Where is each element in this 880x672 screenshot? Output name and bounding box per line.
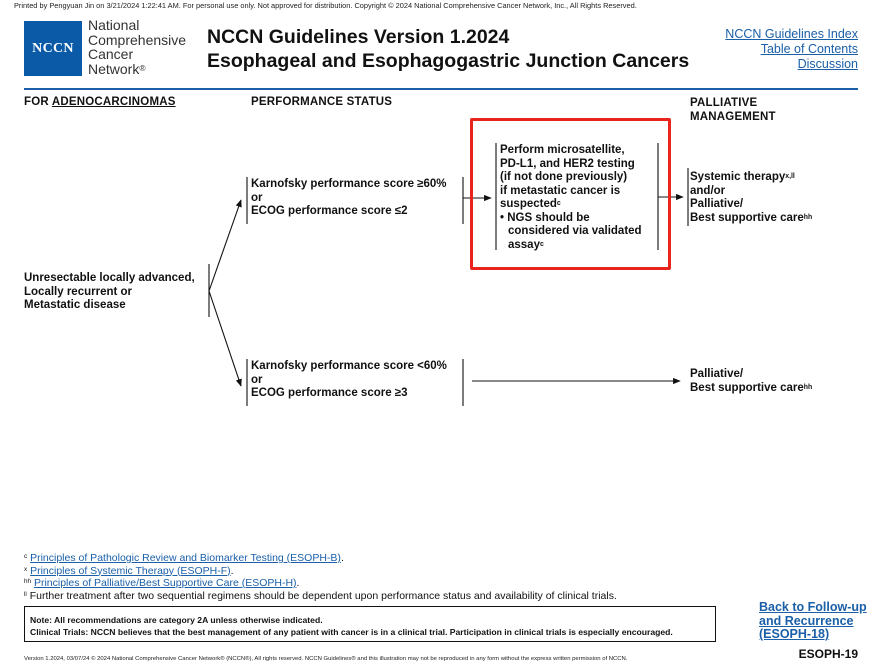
logo-line-2: Comprehensive: [88, 31, 187, 48]
version-copyright: Version 1.2024, 03/07/24 © 2024 National Comprehensive Cancer Network® (NCCN®), All rights reserved. NCCN Guidelines® and this illustration may not be reproduced in any form without the express written permission of NCCN.: [24, 656, 628, 662]
mgmt-high-node: [690, 171, 812, 225]
note-box: [24, 606, 716, 642]
testing-node: [500, 144, 642, 252]
logo-reg-mark: ®: [139, 62, 146, 73]
back-to-followup: [759, 601, 867, 642]
footnote-mark: ll: [24, 590, 27, 598]
back-link-line[interactable]: Back to Follow-up: [759, 600, 867, 614]
guideline-version: NCCN Guidelines Version 1.2024: [207, 26, 510, 48]
table-of-contents-link[interactable]: Table of Contents: [760, 42, 858, 56]
disease-line: Metastatic disease: [24, 299, 126, 311]
bullet-icon: •: [500, 211, 505, 224]
footnote-tail: .: [230, 564, 234, 577]
ps-high-node: [251, 178, 447, 219]
nccn-logo: NCCN: [24, 21, 82, 76]
ps-low-line: or: [251, 373, 263, 386]
back-link-line[interactable]: (ESOPH-18): [759, 627, 830, 641]
note-category: Note: All recommendations are category 2A unless otherwise indicated.: [30, 615, 323, 625]
logo-line-4: Network: [88, 60, 140, 77]
ps-low-line: Karnofsky performance score <60%: [251, 360, 447, 372]
column-header-performance-status: PERFORMANCE STATUS: [251, 96, 393, 108]
disease-node: [24, 272, 195, 313]
arrow-to-ps-low: [209, 291, 241, 386]
footnote-item: [24, 565, 617, 578]
footnotes: [24, 552, 617, 602]
testing-line: NGS should be: [507, 211, 590, 224]
ps-low-line: ECOG performance score ≥3: [251, 387, 408, 399]
mgmt-line: Palliative/: [690, 198, 744, 210]
logo-line-1: National: [88, 17, 140, 33]
ps-high-line: ECOG performance score ≤2: [251, 205, 408, 217]
footnote-ref-x-ll: x,ll: [785, 173, 795, 181]
guidelines-index-link[interactable]: NCCN Guidelines Index: [725, 27, 858, 41]
footnote-ref-hh: hh: [803, 213, 813, 221]
back-link-line[interactable]: and Recurrence: [759, 613, 854, 628]
footnote-mark: c: [24, 553, 28, 561]
ps-low-node: [251, 360, 447, 401]
disease-line: Locally recurrent or: [24, 285, 133, 298]
logo-line-3: Cancer: [88, 46, 134, 62]
column-header-prefix: FOR: [24, 96, 52, 108]
guideline-topic: Esophageal and Esophagogastric Junction Cancers: [207, 50, 690, 72]
note-clinical-trials: Clinical Trials: NCCN believes that the best management of any patient with cancer is in a clinical trial. Participation in clinical trials is especially encouraged.: [30, 627, 673, 637]
footnote-mark: hh: [24, 578, 32, 586]
ps-high-line: or: [251, 191, 263, 204]
column-header-adenocarcinomas: ADENOCARCINOMAS: [51, 96, 176, 108]
testing-line: if metastatic cancer is: [500, 184, 621, 197]
footnote-text: Further treatment after two sequential regimens should be dependent upon performance status and availability of clinical trials.: [29, 589, 617, 602]
testing-line: (if not done previously): [500, 171, 628, 183]
footnote-ref-c: c: [556, 200, 561, 208]
discussion-link[interactable]: Discussion: [797, 57, 858, 71]
mgmt-line: Best supportive care: [690, 211, 804, 224]
testing-line: Perform microsatellite,: [500, 144, 625, 156]
footnote-tail: .: [340, 552, 344, 564]
testing-line: considered via validated: [508, 225, 642, 237]
mgmt-line: Best supportive care: [690, 381, 804, 394]
footnote-item: [24, 552, 617, 565]
mgmt-line: Systemic therapy: [690, 171, 786, 183]
arrow-to-ps-high: [209, 200, 241, 291]
mgmt-line: and/or: [690, 184, 726, 197]
mgmt-line: Palliative/: [690, 368, 744, 380]
mgmt-low-node: [690, 368, 812, 395]
footnote-ref-c: c: [539, 240, 544, 248]
printed-notice: Printed by Pengyuan Jin on 3/21/2024 1:22:41 AM. For personal use only. Not approved for distribution. Copyright © 2024 National Comprehensive Cancer Network, Inc., All Rights Reserved.: [14, 1, 637, 10]
footnote-item: [24, 590, 617, 603]
column-header-palliative: PALLIATIVE: [690, 97, 758, 109]
footnote-item: [24, 577, 617, 590]
footnote-tail: .: [296, 577, 300, 589]
footnote-ref-hh: hh: [803, 383, 813, 391]
footnote-link[interactable]: Principles of Systemic Therapy (ESOPH-F): [30, 564, 231, 577]
disease-line: Unresectable locally advanced,: [24, 272, 195, 284]
footnote-mark: x: [24, 565, 28, 573]
footnote-link[interactable]: Principles of Pathologic Review and Biomarker Testing (ESOPH-B): [30, 552, 341, 564]
testing-line: assay: [508, 238, 540, 251]
testing-line: suspected: [500, 198, 557, 210]
column-header-management: MANAGEMENT: [690, 111, 776, 123]
page-id: ESOPH-19: [798, 647, 858, 661]
testing-line: PD-L1, and HER2 testing: [500, 157, 635, 170]
footnote-link[interactable]: Principles of Palliative/Best Supportive Care (ESOPH-H): [33, 577, 297, 589]
ps-high-line: Karnofsky performance score ≥60%: [251, 178, 447, 190]
